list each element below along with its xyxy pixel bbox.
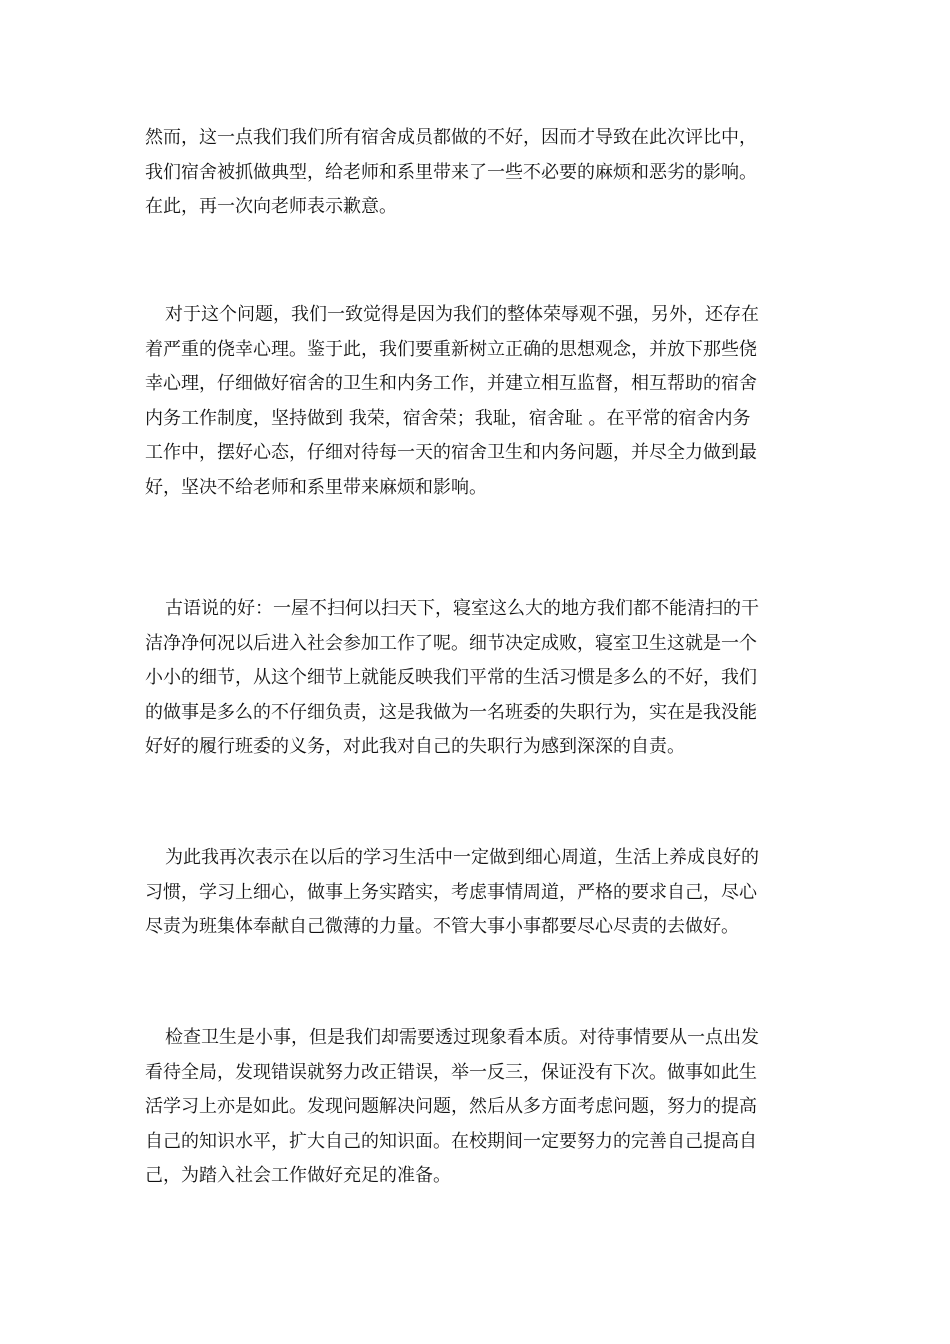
text-line: 看待全局，发现错误就努力改正错误，举一反三，保证没有下次。做事如此生 [145, 1061, 757, 1083]
text-line: 幸心理，仔细做好宿舍的卫生和内务工作，并建立相互监督，相互帮助的宿舍 [145, 373, 757, 394]
text-line: 内务工作制度，坚持做到 我荣，宿舍荣；我耻，宿舍耻 。在平常的宿舍内务 [145, 407, 751, 429]
text-line: 好好的履行班委的义务，对此我对自己的失职行为感到深深的自责。 [145, 736, 685, 757]
text-line: 对于这个问题，我们一致觉得是因为我们的整体荣辱观不强，另外，还存在 [165, 304, 759, 325]
text-line: 习惯，学习上细心，做事上务实踏实，考虑事情周道，严格的要求自己，尽心 [145, 881, 757, 903]
text-line: 洁净净何况以后进入社会参加工作了呢。细节决定成败，寝室卫生这就是一个 [145, 632, 757, 654]
text-line: 活学习上亦是如此。发现问题解决问题，然后从多方面考虑问题，努力的提高 [145, 1096, 757, 1117]
text-line: 然而，这一点我们我们所有宿舍成员都做的不好，因而才导致在此次评比中， [145, 127, 757, 148]
text-line: 尽责为班集体奉献自己微薄的力量。不管大事小事都要尽心尽责的去做好。 [145, 916, 739, 937]
paragraph-4 [145, 841, 805, 945]
text-line: 自己的知识水平，扩大自己的知识面。在校期间一定要努力的完善自己提高自 [145, 1130, 757, 1152]
text-line: 为此我再次表示在以后的学习生活中一定做到细心周道，生活上养成良好的 [165, 847, 759, 868]
text-line: 着严重的侥幸心理。鉴于此，我们要重新树立正确的思想观念，并放下那些侥 [145, 338, 757, 360]
text-line: 我们宿舍被抓做典型，给老师和系里带来了一些不必要的麻烦和恶劣的影响。 [145, 161, 757, 183]
text-line: 古语说的好：一屋不扫何以扫天下，寝室这么大的地方我们都不能清扫的干 [165, 598, 759, 619]
text-line: 小小的细节，从这个细节上就能反映我们平常的生活习惯是多么的不好，我们 [145, 667, 757, 688]
paragraph-3 [145, 592, 805, 765]
text-line: 在此，再一次向老师表示歉意。 [145, 196, 397, 217]
paragraph-1 [145, 121, 805, 225]
text-line: 检查卫生是小事，但是我们却需要透过现象看本质。对待事情要从一点出发 [165, 1027, 759, 1048]
text-line: 的做事是多么的不仔细负责，这是我做为一名班委的失职行为，实在是我没能 [145, 701, 757, 723]
paragraph-2 [145, 298, 805, 505]
text-line: 好，坚决不给老师和系里带来麻烦和影响。 [145, 476, 487, 498]
text-line: 工作中，摆好心态，仔细对待每一天的宿舍卫生和内务问题，并尽全力做到最 [145, 442, 757, 463]
text-line: 己，为踏入社会工作做好充足的准备。 [145, 1165, 451, 1186]
paragraph-5 [145, 1021, 805, 1194]
